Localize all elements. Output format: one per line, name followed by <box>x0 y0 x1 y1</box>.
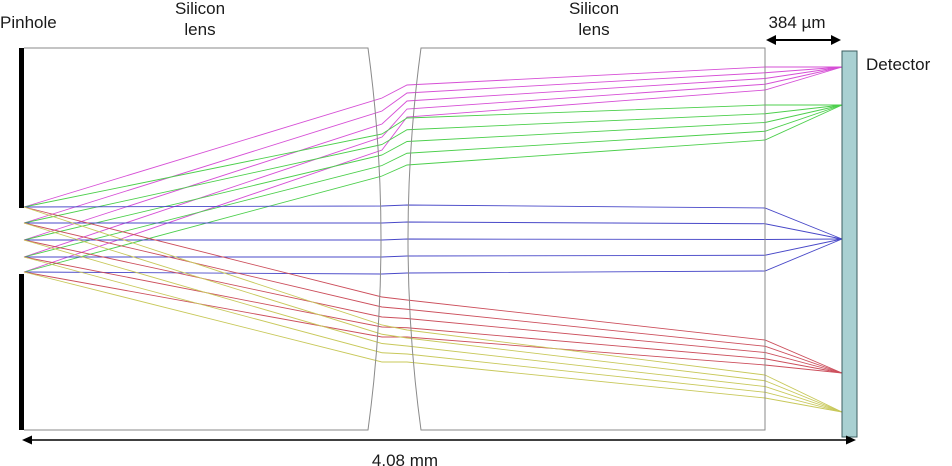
ray-line <box>24 105 842 257</box>
pinhole-plate-bottom <box>19 274 24 430</box>
ray-line <box>24 240 842 373</box>
ray-line <box>24 223 842 373</box>
ray-traces <box>24 67 842 412</box>
ray-line <box>24 67 842 240</box>
detector-label: Detector <box>866 55 931 74</box>
detector <box>842 51 857 437</box>
lens1-label-line1: Silicon <box>174 0 226 18</box>
ray-line <box>24 240 842 412</box>
ray-line <box>24 67 842 257</box>
ray-line <box>24 272 842 373</box>
pinhole-plate-top <box>19 48 24 208</box>
ray-line <box>24 105 842 240</box>
ray-line <box>24 239 842 274</box>
gap-dimension-arrow <box>766 35 841 45</box>
gap-label: 384 µm <box>768 13 826 32</box>
lens1-label-line2: lens <box>184 20 216 39</box>
lens2-label-line1: Silicon <box>568 0 620 18</box>
length-dimension-arrow <box>22 436 856 445</box>
ray-line <box>24 272 842 412</box>
pinhole-label: Pinhole <box>0 13 57 32</box>
ray-line <box>24 105 842 207</box>
length-label: 4.08 mm <box>371 451 439 466</box>
ray-line <box>24 105 842 272</box>
ray-line <box>24 257 842 373</box>
ray-line <box>24 239 842 257</box>
lens2-label-line2: lens <box>578 20 610 39</box>
ray-line <box>24 67 842 223</box>
ray-line <box>24 67 842 207</box>
